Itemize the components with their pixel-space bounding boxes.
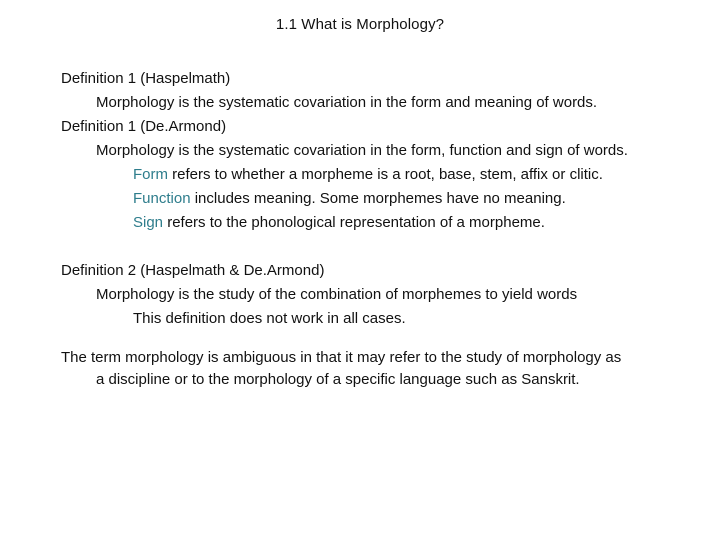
closing-line-2: a discipline or to the morphology of a specific language such as Sanskrit. xyxy=(96,371,580,388)
slide-title: 1.1 What is Morphology? xyxy=(275,16,445,33)
closing-line-1: The term morphology is ambiguous in that it may refer to the study of morphology as xyxy=(61,349,622,366)
sign-description: refers to the phonological representation of a morpheme. xyxy=(163,214,545,231)
function-definition xyxy=(133,190,566,208)
form-definition xyxy=(133,166,603,184)
definition-2-note: This definition does not work in all cases. xyxy=(133,310,406,327)
definition-1-dearmond-text: Morphology is the systematic covariation in the form, function and sign of words. xyxy=(96,142,628,159)
definition-1-haspelmath-text: Morphology is the systematic covariation in the form and meaning of words. xyxy=(96,94,598,111)
definition-2-heading: Definition 2 (Haspelmath & De.Armond) xyxy=(61,262,325,279)
function-term: Function xyxy=(133,190,191,207)
definition-1-dearmond-heading: Definition 1 (De.Armond) xyxy=(61,118,227,135)
definition-2-text: Morphology is the study of the combination of morphemes to yield words xyxy=(96,286,578,303)
function-description: includes meaning. Some morphemes have no meaning. xyxy=(190,190,566,207)
sign-term: Sign xyxy=(133,214,164,231)
form-description: refers to whether a morpheme is a root, base, stem, affix or clitic. xyxy=(168,166,603,183)
definition-1-haspelmath-heading: Definition 1 (Haspelmath) xyxy=(61,70,231,87)
closing-paragraph xyxy=(61,347,671,391)
form-term: Form xyxy=(133,166,168,183)
sign-definition xyxy=(133,214,545,232)
